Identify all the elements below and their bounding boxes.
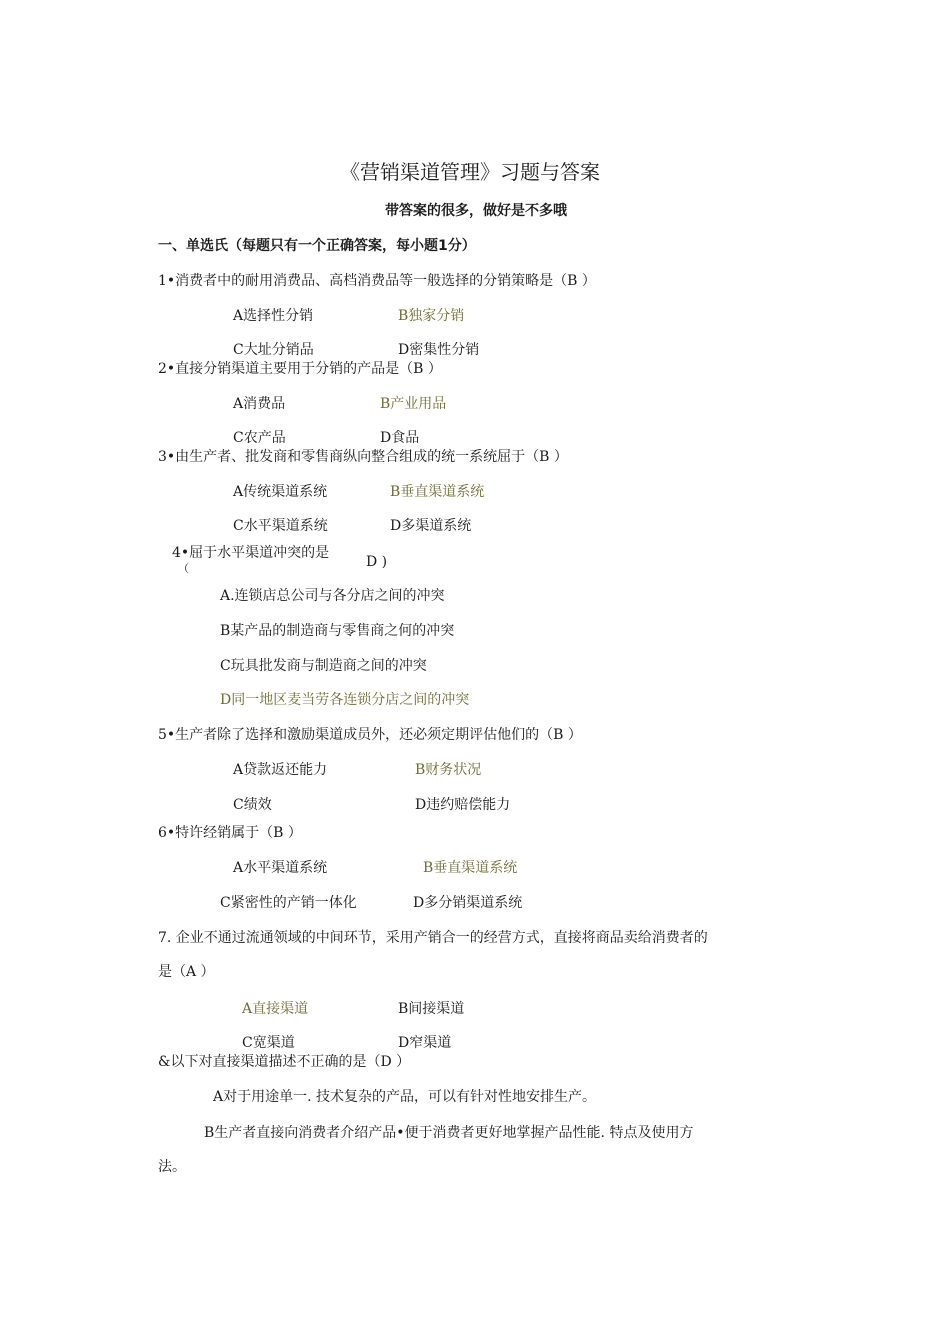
question-2-option-a: A消费品	[233, 396, 286, 412]
question-7-option-b: B间接渠道	[398, 1001, 465, 1017]
question-2-stem: 2•直接分销渠道主要用于分销的产品是（B ）	[158, 361, 442, 377]
question-1-option-d: D密集性分销	[398, 342, 480, 358]
question-2-option-d: D食品	[380, 430, 420, 446]
question-1-stem: 1•消费者中的耐用消费品、高档消费品等一般选择的分销策略是（B ）	[158, 273, 596, 289]
question-5-option-a: A贷款返还能力	[233, 762, 328, 778]
question-5-stem: 5•生产者除了选择和激励渠道成员外，还必须定期评估他们的（B ）	[158, 727, 582, 743]
doc-subtitle: 带答案的很多，做好是不多哦	[385, 203, 567, 219]
question-6-option-c: C紧密性的产销一体化	[220, 895, 357, 911]
question-7-stem-line-1: 7. 企业不通过流通领域的中间环节，采用产销合一的经营方式，直接将商品卖给消费者的	[158, 930, 708, 946]
question-8-option-b-line-1: B生产者直接向消费者介绍产品•便于消费者更好地掌握产品性能. 特点及使用方	[204, 1125, 694, 1141]
question-1-option-b: B独家分销	[398, 308, 465, 324]
doc-title: 《营销渠道管理》习题与答案	[340, 160, 600, 184]
question-3-option-b: B垂直渠道系统	[390, 484, 485, 500]
question-2-option-c: C农产品	[233, 430, 286, 446]
question-8-option-a: A对于用途单一. 技术复杂的产品，可以有针对性地安排生产。	[213, 1089, 597, 1105]
question-3-option-a: A传统渠道系统	[233, 484, 328, 500]
question-1-option-a: A选择性分销	[233, 308, 314, 324]
question-4-answer: D )	[366, 554, 388, 570]
question-4-option-a: A.连锁店总公司与各分店之间的冲突	[220, 588, 445, 604]
question-4-stem: 4•屈于水平渠道冲突的是	[172, 545, 330, 561]
question-3-option-c: C水平渠道系统	[233, 518, 328, 534]
question-5-option-d: D违约赔偿能力	[415, 797, 511, 813]
question-8-option-b-line-2: 法。	[158, 1159, 186, 1175]
question-7-option-c: C宽渠道	[242, 1035, 295, 1051]
question-6-option-b: B垂直渠道系统	[423, 860, 518, 876]
question-3-option-d: D多渠道系统	[390, 518, 472, 534]
section-heading: 一、单选氏（每题只有一个正确答案，每小题1分）	[158, 238, 476, 254]
question-6-option-d: D多分销渠道系统	[413, 895, 523, 911]
question-7-stem-line-2: 是（A ）	[158, 964, 215, 980]
question-5-option-c: C绩效	[233, 797, 272, 813]
question-8-stem: &以下对直接渠道描述不正确的是（D ）	[158, 1054, 411, 1070]
question-1-option-c: C大址分销品	[233, 342, 314, 358]
question-4-option-d: D同一地区麦当劳各连锁分店之间的冲突	[220, 692, 470, 708]
question-7-option-d: D窄渠道	[398, 1035, 452, 1051]
question-4-paren-mark: （	[178, 562, 189, 575]
question-2-option-b: B产业用品	[380, 396, 447, 412]
question-4-option-b: B某产品的制造商与零售商之何的冲突	[220, 623, 455, 639]
question-6-stem: 6•特许经销属于（B ）	[158, 825, 302, 841]
question-4-option-c: C玩具批发商与制造商之间的冲突	[220, 658, 427, 674]
question-3-stem: 3•由生产者、批发商和零售商纵向整合组成的统一系统屈于（B ）	[158, 449, 568, 465]
question-6-option-a: A水平渠道系统	[233, 860, 328, 876]
question-5-option-b: B财务状况	[415, 762, 482, 778]
question-7-option-a: A直接渠道	[242, 1001, 309, 1017]
